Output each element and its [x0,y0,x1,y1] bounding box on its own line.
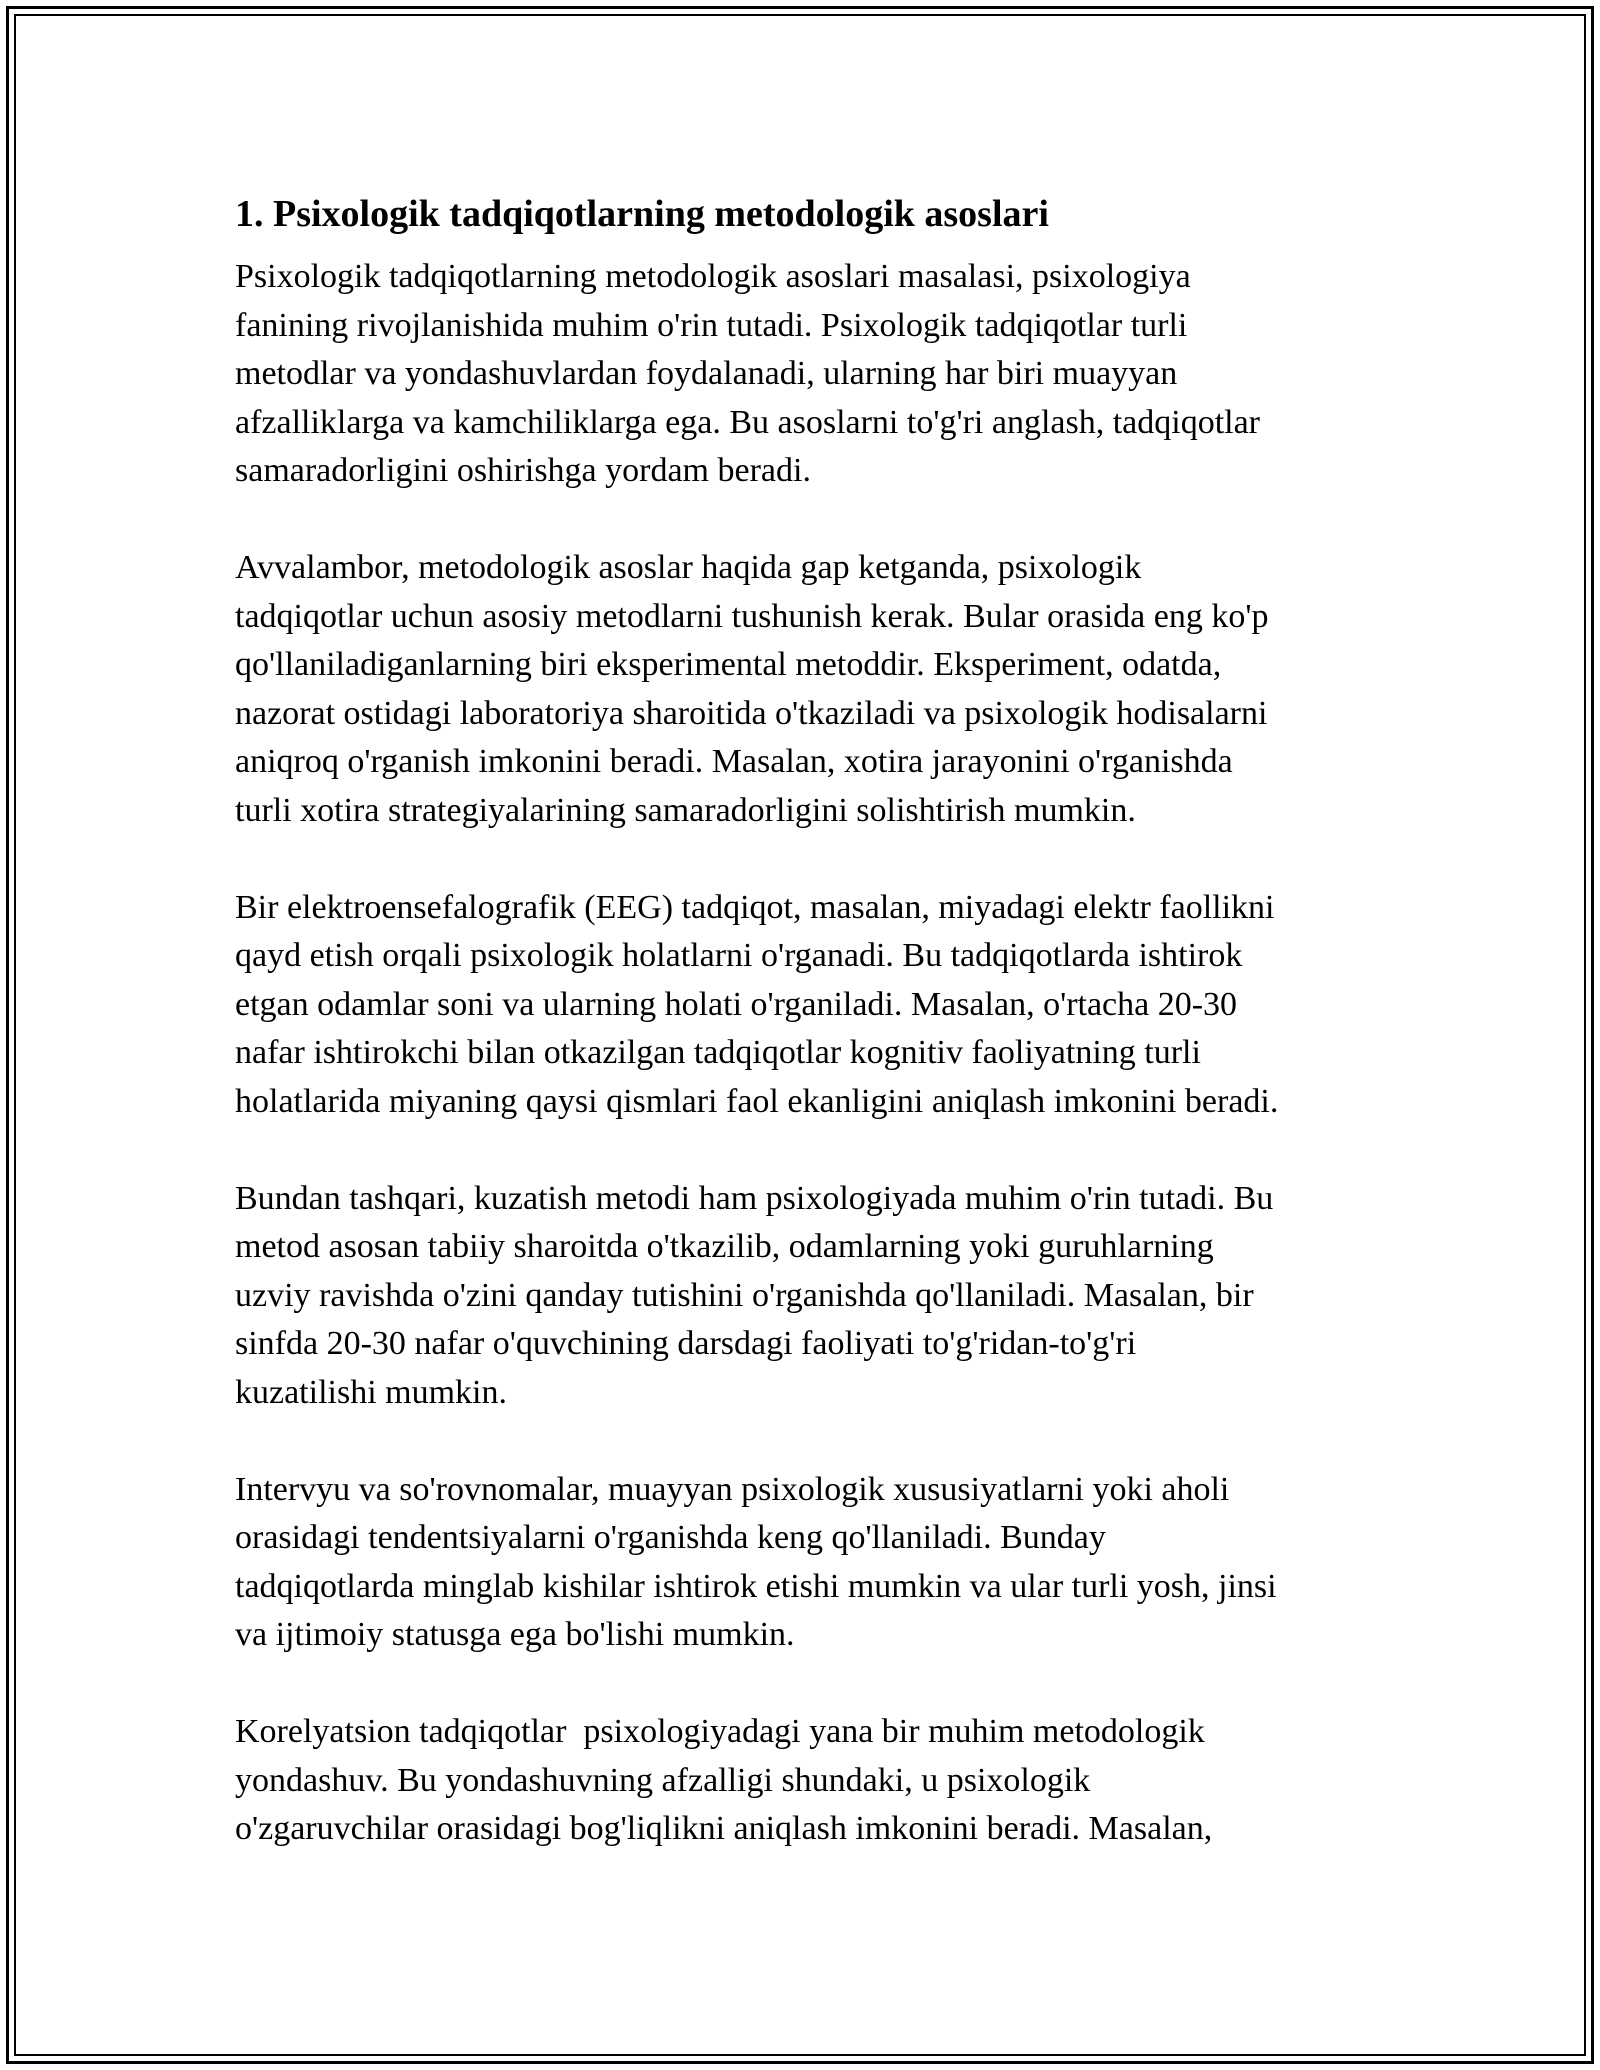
paragraph-line: Bundan tashqari, kuzatish metodi ham psixologiyada muhim o'rin tutadi. Bu [235,1179,1274,1217]
paragraph-line: aniqroq o'rganish imkonini beradi. Masalan, xotira jarayonini o'rganishda [235,743,1233,780]
paragraph [235,253,1370,496]
paragraph-line: samaradorligini oshirishga yordam beradi. [235,452,811,489]
paragraph [235,1175,1370,1418]
paragraph [235,884,1370,1127]
paragraph-line: turli xotira strategiyalarining samaradorligini solishtirish mumkin. [235,791,1136,829]
paragraph-line: fanining rivojlanishida muhim o'rin tutadi. Psixologik tadqiqotlar turli [235,306,1188,344]
paragraph-line: kuzatilishi mumkin. [235,1373,507,1411]
paragraph-line: Bir elektroensefalografik (EEG) tadqiqot, masalan, miyadagi elektr faollikni [235,888,1275,926]
document-body [235,187,1370,1902]
paragraph-line: o'zgaruvchilar orasidagi bog'liqlikni aniqlash imkonini beradi. Masalan, [235,1810,1213,1847]
paragraph-line: va ijtimoiy statusga ega bo'lishi mumkin. [235,1616,795,1653]
paragraph-line: tadqiqotlarda minglab kishilar ishtirok etishi mumkin va ular turli yosh, jinsi [235,1567,1277,1605]
paragraph-line: uzviy ravishda o'zini qanday tutishini o'rganishda qo'llaniladi. Masalan, bir [235,1276,1254,1314]
section-heading: 1. Psixologik tadqiqotlarning metodologik asoslari [235,193,1049,235]
paragraph-line: qayd etish orqali psixologik holatlarni o'rganadi. Bu tadqiqotlarda ishtirok [235,937,1243,974]
paragraph-line: Korelyatsion tadqiqotlar psixologiyadagi yana bir muhim metodologik [235,1713,1205,1750]
paragraph-line: metod asosan tabiiy sharoitda o'tkazilib, odamlarning yoki guruhlarning [235,1228,1214,1265]
paragraph-line: Intervyu va so'rovnomalar, muayyan psixologik xususiyatlarni yoki aholi [235,1470,1230,1508]
paragraph-line: orasidagi tendentsiyalarni o'rganishda keng qo'llaniladi. Bunday [235,1519,1106,1556]
paragraph-line: etgan odamlar soni va ularning holati o'rganiladi. Masalan, o'rtacha 20-30 [235,985,1238,1023]
paragraph-line: afzalliklarga va kamchiliklarga ega. Bu asoslarni to'g'ri anglash, tadqiqotlar [235,403,1260,441]
paragraph [235,1708,1370,1854]
paragraph-line: holatlarida miyaning qaysi qismlari faol ekanligini aniqlash imkonini beradi. [235,1082,1279,1120]
paragraph-line: nazorat ostidagi laboratoriya sharoitida o'tkaziladi va psixologik hodisalarni [235,694,1268,732]
paragraph-line: Avvalambor, metodologik asoslar haqida gap ketganda, psixologik [235,549,1142,586]
paragraph-list [235,253,1370,1854]
paragraph-line: Psixologik tadqiqotlarning metodologik asoslari masalasi, psixologiya [235,258,1191,295]
paragraph [235,544,1370,835]
paragraph-line: qo'llaniladiganlarning biri eksperimental metoddir. Eksperiment, odatda, [235,646,1222,683]
paragraph-line: metodlar va yondashuvlardan foydalanadi, ularning har biri muayyan [235,355,1178,392]
paragraph-line: yondashuv. Bu yondashuvning afzalligi shundaki, u psixologik [235,1761,1091,1799]
paragraph-line: tadqiqotlar uchun asosiy metodlarni tushunish kerak. Bular orasida eng ko'p [235,597,1269,635]
paragraph-line: sinfda 20-30 nafar o'quvchining darsdagi faoliyati to'g'ridan-to'g'ri [235,1325,1137,1362]
paragraph-line: nafar ishtirokchi bilan otkazilgan tadqiqotlar kognitiv faoliyatning turli [235,1034,1201,1071]
paragraph [235,1466,1370,1660]
